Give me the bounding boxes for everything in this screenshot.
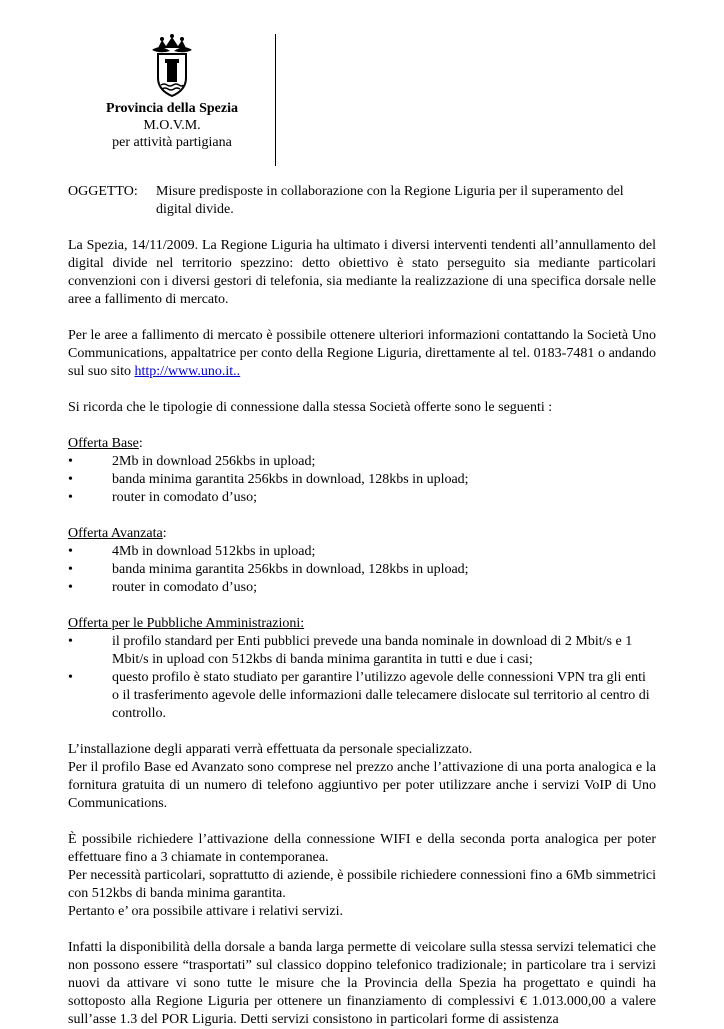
uno-website-link[interactable]: http://www.uno.it.. — [134, 364, 241, 379]
bullet-icon: • — [68, 454, 73, 469]
paragraph-contact-text: Per le aree a fallimento di mercato è possibile ottenere ulteriori informazioni contattando la Società Uno Communications, appaltatrice per conto della Regione Liguria, direttamente al tel. 0183-7481 o andando sul suo sito — [68, 328, 656, 379]
document-body — [68, 183, 656, 1029]
letterhead-name: Provincia della Spezia — [106, 101, 238, 116]
bullet-icon: • — [68, 670, 73, 685]
list-item-text: banda minima garantita 256kbs in download, 128kbs in upload; — [112, 562, 469, 577]
list-item — [68, 489, 656, 507]
subject-text: Misure predisposte in collaborazione con la Regione Liguria per il superamento del digital divide. — [156, 184, 624, 217]
paragraph-activate: Pertanto e’ ora possibile attivare i relativi servizi. — [68, 904, 343, 919]
header-divider — [275, 34, 276, 166]
offer-avanzata-heading — [68, 525, 656, 543]
offer-base-heading — [68, 435, 656, 453]
list-item — [68, 561, 656, 579]
offer-base-title: Offerta Base — [68, 436, 139, 451]
bullet-icon: • — [68, 544, 73, 559]
paragraph-included: Per il profilo Base ed Avanzato sono comprese nel prezzo anche l’attivazione di una porta analogica e la fornitura gratuita di un numero di telefono aggiuntivo per poter utilizzare anche i servizi VoIP di Uno Communications. — [68, 760, 656, 811]
list-item — [68, 543, 656, 561]
list-item — [68, 453, 656, 471]
subject-line — [68, 183, 656, 219]
letterhead-org: M.O.V.M. — [143, 118, 201, 133]
list-item-text: il profilo standard per Enti pubblici prevede una banda nominale in download di 2 Mbit/s e 1 Mbit/s in upload con 512kbs di banda minima garantita in tutti e due i casi; — [112, 634, 633, 667]
paragraph-contact — [68, 327, 656, 381]
paragraph-backbone: Infatti la disponibilità della dorsale a banda larga permette di veicolare sulla stessa servizi telematici che non possono essere “trasportati” sul classico doppino telefonico tradizionale; in particolare tra i servizi nuovi da attivare vi sono tutte le misure che la Provincia della Spezia ha progettato e quindi ha sottoposto alla Regione Liguria per ottenere un finanziamento di complessivi € 1.013.000,00 a valere sull’asse 1.3 del POR Liguria. Detti servizi consistono in particolari forme di assistenza — [68, 940, 656, 1027]
bullet-icon: • — [68, 562, 73, 577]
bullet-icon: • — [68, 490, 73, 505]
list-item-text: 4Mb in download 512kbs in upload; — [112, 544, 316, 559]
bullet-icon: • — [68, 472, 73, 487]
offer-avanzata-title: Offerta Avanzata — [68, 526, 163, 541]
list-item-text: banda minima garantita 256kbs in download, 128kbs in upload; — [112, 472, 469, 487]
paragraph-intro: La Spezia, 14/11/2009. La Regione Liguria ha ultimato i diversi interventi tendenti all’annullamento del digital divide nel territorio spezzino: detto obiettivo è stato perseguito sia mediante particolari convenzioni con i diversi gestori di telefonia, sia mediante la realizzazione di una specifica dorsale nelle aree a fallimento di mercato. — [68, 238, 656, 307]
provincia-crest-logo — [150, 34, 194, 98]
offer-pa-heading: Offerta per le Pubbliche Amministrazioni: — [68, 616, 305, 631]
paragraph-business: Per necessità particolari, soprattutto di aziende, è possibile richiedere connessioni fino a 6Mb simmetrici con 512kbs di banda minima garantita. — [68, 868, 656, 901]
letterhead-subtitle: per attività partigiana — [112, 135, 232, 150]
paragraph-wifi: È possibile richiedere l’attivazione della connessione WIFI e della seconda porta analogica per poter effettuare fino a 3 chiamate in contemporanea. — [68, 832, 656, 865]
bullet-icon: • — [68, 580, 73, 595]
list-item — [68, 633, 656, 669]
list-item-text: router in comodato d’uso; — [112, 580, 258, 595]
list-item — [68, 579, 656, 597]
paragraph-installation: L’installazione degli apparati verrà effettuata da personale specializzato. — [68, 742, 473, 757]
offer-base-colon: : — [138, 436, 143, 451]
list-item — [68, 471, 656, 489]
list-item-text: 2Mb in download 256kbs in upload; — [112, 454, 316, 469]
paragraph-offers-intro: Si ricorda che le tipologie di connessione dalla stessa Società offerte sono le seguenti : — [68, 400, 553, 415]
list-item-text: router in comodato d’uso; — [112, 490, 258, 505]
list-item-text: questo profilo è stato studiato per garantire l’utilizzo agevole delle connessioni VPN tra gli enti o il trasferimento agevole delle informazioni dalle telecamere dislocate sul territorio al centro di controllo. — [112, 670, 650, 721]
subject-label: OGGETTO: — [68, 184, 138, 199]
list-item — [68, 669, 656, 723]
bullet-icon: • — [68, 634, 73, 649]
offer-avanzata-colon: : — [162, 526, 167, 541]
letterhead — [96, 100, 248, 151]
